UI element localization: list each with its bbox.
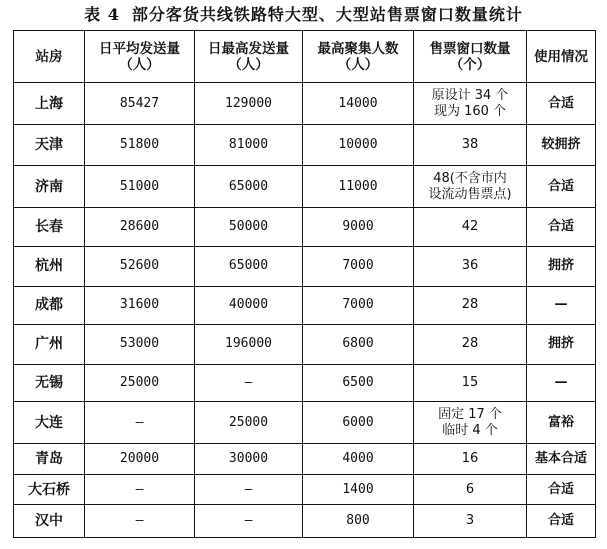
- table-row: [14, 166, 596, 208]
- table-row: [14, 286, 596, 324]
- max-daily-cell: 129000: [195, 83, 303, 125]
- table-row: [14, 505, 596, 538]
- avg-daily-cell: 51000: [85, 166, 195, 208]
- usage-cell: 拥挤: [527, 246, 596, 286]
- avg-daily-cell: 51800: [85, 125, 195, 166]
- max-daily-cell: 40000: [195, 286, 303, 324]
- max-daily-cell: 81000: [195, 125, 303, 166]
- table-row: [14, 324, 596, 364]
- station-cell: 长春: [14, 208, 85, 247]
- header-avg-daily: 日平均发送量 （人）: [85, 31, 195, 83]
- station-cell: 杭州: [14, 246, 85, 286]
- avg-daily-cell: —: [85, 474, 195, 504]
- peak-gathering-cell: 6500: [303, 364, 414, 402]
- station-cell: 汉中: [14, 505, 85, 538]
- table-row: [14, 208, 596, 247]
- peak-gathering-cell: 4000: [303, 444, 414, 474]
- station-cell: 大石桥: [14, 474, 85, 504]
- ticket-windows-line: 3: [465, 513, 475, 529]
- ticket-windows-cell: [414, 474, 527, 504]
- usage-cell: 合适: [527, 208, 596, 247]
- table-row: [14, 125, 596, 166]
- avg-daily-cell: —: [85, 505, 195, 538]
- ticket-windows-line: 现为 160 个: [433, 103, 507, 119]
- ticket-windows-line: 15: [461, 374, 479, 390]
- usage-cell: 合适: [527, 505, 596, 538]
- ticket-windows-line: 38: [461, 137, 479, 153]
- ticket-windows-line: 固定 17 个: [438, 406, 502, 422]
- header-usage: 使用情况: [527, 31, 596, 83]
- peak-gathering-cell: 7000: [303, 286, 414, 324]
- ticket-windows-cell: [414, 286, 527, 324]
- avg-daily-cell: 25000: [85, 364, 195, 402]
- peak-gathering-cell: 1400: [303, 474, 414, 504]
- ticket-windows-cell: [414, 83, 527, 125]
- avg-daily-cell: 20000: [85, 444, 195, 474]
- usage-cell: 合适: [527, 166, 596, 208]
- usage-cell: 合适: [527, 83, 596, 125]
- avg-daily-cell: 28600: [85, 208, 195, 247]
- table-row: [14, 83, 596, 125]
- ticket-windows-cell: [414, 364, 527, 402]
- peak-gathering-cell: 7000: [303, 246, 414, 286]
- ticket-windows-line: 原设计 34 个: [431, 87, 509, 103]
- usage-cell: —: [527, 286, 596, 324]
- header-row: [14, 31, 596, 83]
- ticket-windows-cell: [414, 324, 527, 364]
- station-cell: 无锡: [14, 364, 85, 402]
- ticket-windows-cell: [414, 402, 527, 444]
- ticket-windows-cell: [414, 208, 527, 247]
- ticket-windows-line: 6: [465, 481, 475, 497]
- max-daily-cell: 25000: [195, 402, 303, 444]
- max-daily-cell: —: [195, 364, 303, 402]
- peak-gathering-cell: 14000: [303, 83, 414, 125]
- table-caption: [0, 2, 607, 25]
- usage-cell: 较拥挤: [527, 125, 596, 166]
- ticket-windows-line: 16: [461, 451, 479, 467]
- peak-gathering-cell: 11000: [303, 166, 414, 208]
- station-cell: 天津: [14, 125, 85, 166]
- table-row: [14, 246, 596, 286]
- station-cell: 成都: [14, 286, 85, 324]
- max-daily-cell: 50000: [195, 208, 303, 247]
- ticket-windows-line: 设流动售票点): [428, 186, 512, 202]
- ticket-windows-line: 28: [461, 297, 479, 313]
- avg-daily-cell: 53000: [85, 324, 195, 364]
- station-cell: 上海: [14, 83, 85, 125]
- station-cell: 青岛: [14, 444, 85, 474]
- usage-cell: 基本合适: [527, 444, 596, 474]
- max-daily-cell: —: [195, 505, 303, 538]
- ticket-windows-line: 36: [461, 258, 479, 274]
- table-number: 表 4: [84, 5, 120, 24]
- usage-cell: 合适: [527, 474, 596, 504]
- avg-daily-cell: 31600: [85, 286, 195, 324]
- usage-cell: 拥挤: [527, 324, 596, 364]
- ticket-windows-line: 28: [461, 336, 479, 352]
- table-row: [14, 474, 596, 504]
- ticket-windows-cell: [414, 505, 527, 538]
- max-daily-cell: —: [195, 474, 303, 504]
- table-row: [14, 402, 596, 444]
- header-max-daily: 日最高发送量 （人）: [195, 31, 303, 83]
- table-row: [14, 444, 596, 474]
- ticket-windows-cell: [414, 125, 527, 166]
- max-daily-cell: 30000: [195, 444, 303, 474]
- avg-daily-cell: 85427: [85, 83, 195, 125]
- avg-daily-cell: —: [85, 402, 195, 444]
- ticket-windows-line: 48(不含市内: [433, 170, 507, 186]
- ticket-windows-line: 临时 4 个: [442, 422, 498, 438]
- header-peak-gathering: 最高聚集人数 （人）: [303, 31, 414, 83]
- header-ticket-windows: 售票窗口数量 （个）: [414, 31, 527, 83]
- peak-gathering-cell: 9000: [303, 208, 414, 247]
- station-cell: 大连: [14, 402, 85, 444]
- ticket-window-table: [13, 30, 596, 538]
- ticket-windows-line: 42: [461, 218, 479, 234]
- station-cell: 广州: [14, 324, 85, 364]
- peak-gathering-cell: 6800: [303, 324, 414, 364]
- peak-gathering-cell: 6000: [303, 402, 414, 444]
- table-title: 部分客货共线铁路特大型、大型站售票窗口数量统计: [131, 5, 523, 24]
- ticket-windows-cell: [414, 246, 527, 286]
- peak-gathering-cell: 10000: [303, 125, 414, 166]
- avg-daily-cell: 52600: [85, 246, 195, 286]
- usage-cell: —: [527, 364, 596, 402]
- table-row: [14, 364, 596, 402]
- max-daily-cell: 65000: [195, 166, 303, 208]
- ticket-windows-cell: [414, 444, 527, 474]
- usage-cell: 富裕: [527, 402, 596, 444]
- max-daily-cell: 65000: [195, 246, 303, 286]
- max-daily-cell: 196000: [195, 324, 303, 364]
- ticket-windows-cell: [414, 166, 527, 208]
- peak-gathering-cell: 800: [303, 505, 414, 538]
- station-cell: 济南: [14, 166, 85, 208]
- header-station: 站房: [14, 31, 85, 83]
